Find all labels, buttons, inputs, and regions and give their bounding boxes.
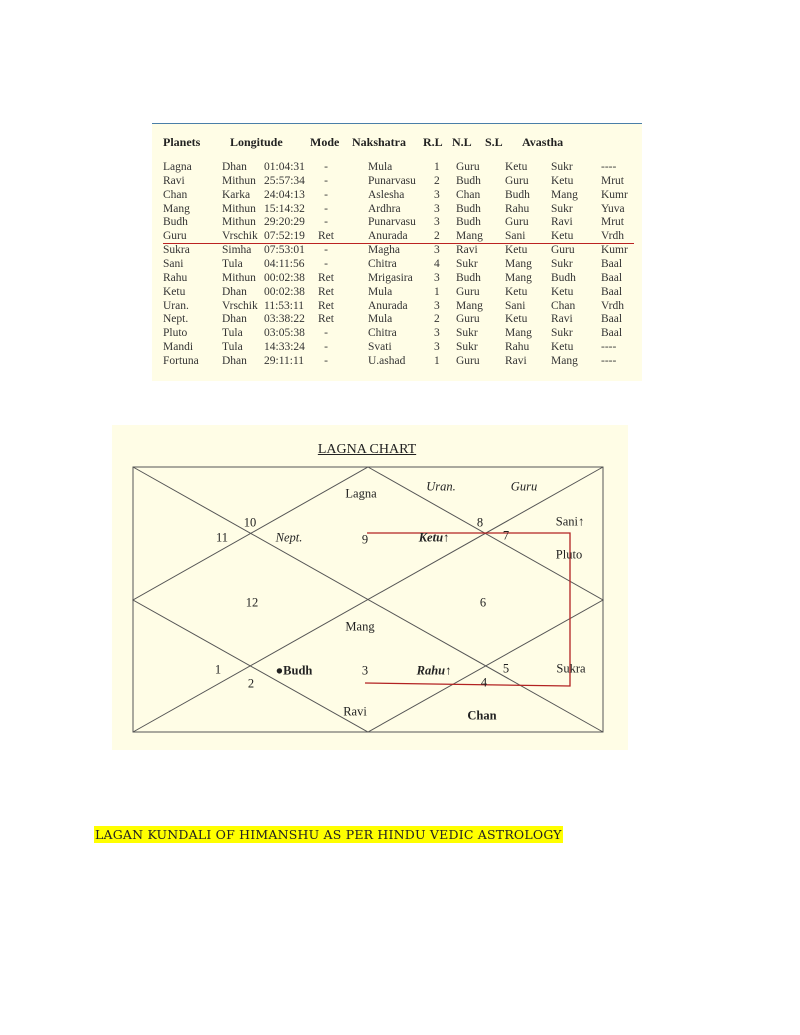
cell-sl: Ketu bbox=[505, 244, 528, 257]
cell-mode: - bbox=[324, 327, 328, 340]
planet-rahu: Rahu↑ bbox=[416, 663, 452, 678]
planet-ketu: Ketu↑ bbox=[418, 530, 450, 545]
cell-nl: Sukr bbox=[456, 258, 478, 271]
cell-sign: Vrschik bbox=[222, 230, 258, 243]
cell-nl: Sukr bbox=[456, 341, 478, 354]
cell-sl: Mang bbox=[505, 327, 532, 340]
cell-nl: Guru bbox=[456, 285, 480, 298]
cell-nakshatra: Aslesha bbox=[368, 188, 405, 201]
cell-avastha: ---- bbox=[601, 161, 617, 173]
cell-sign: Dhan bbox=[222, 313, 247, 326]
cell-planet: Ravi bbox=[163, 174, 185, 187]
cell-nl: Budh bbox=[456, 216, 481, 229]
cell-mode: - bbox=[324, 355, 328, 368]
cell-sub: Ketu bbox=[551, 341, 574, 354]
cell-mode: Ret bbox=[318, 299, 334, 312]
planet-positions-table bbox=[152, 123, 642, 381]
cell-planet: Lagna bbox=[163, 161, 192, 173]
cell-avastha: Vrdh bbox=[601, 299, 624, 312]
cell-nakshatra: Chitra bbox=[368, 327, 397, 340]
cell-planet: Guru bbox=[163, 230, 187, 243]
cell-degree: 24:04:13 bbox=[264, 188, 305, 201]
bomb-icon: ● bbox=[275, 663, 284, 678]
cell-rl: 1 bbox=[434, 355, 440, 368]
cell-sl: Ravi bbox=[505, 355, 527, 368]
cell-sl: Guru bbox=[505, 174, 529, 187]
cell-nakshatra: Mula bbox=[368, 161, 393, 173]
cell-sub: Sukr bbox=[551, 327, 573, 340]
cell-degree: 07:53:01 bbox=[264, 244, 305, 257]
cell-nl: Chan bbox=[456, 188, 481, 201]
cell-nakshatra: Chitra bbox=[368, 258, 397, 271]
cell-sign: Vrschik bbox=[222, 299, 258, 312]
cell-sign: Simha bbox=[222, 244, 252, 257]
cell-degree: 00:02:38 bbox=[264, 285, 305, 298]
cell-sl: Guru bbox=[505, 216, 529, 229]
chart-grid bbox=[112, 425, 628, 750]
house-4: 4 bbox=[480, 675, 488, 690]
header-nl: N.L bbox=[452, 135, 472, 149]
cell-sub: Ketu bbox=[551, 174, 574, 187]
cell-rl: 3 bbox=[434, 216, 440, 229]
cell-degree: 29:11:11 bbox=[264, 355, 305, 368]
cell-sign: Mithun bbox=[222, 271, 256, 284]
cell-sl: Mang bbox=[505, 271, 532, 284]
cell-rl: 3 bbox=[434, 202, 440, 215]
highlight-path bbox=[365, 530, 570, 686]
house-3: 3 bbox=[361, 663, 369, 678]
cell-planet: Ketu bbox=[163, 285, 186, 298]
cell-mode: - bbox=[324, 244, 328, 257]
cell-sign: Karka bbox=[222, 188, 251, 201]
planet-guru: Guru bbox=[510, 479, 538, 494]
cell-nakshatra: Magha bbox=[368, 244, 400, 257]
cell-nakshatra: Anurada bbox=[368, 230, 408, 243]
chart-title: LAGNA CHART bbox=[317, 442, 417, 457]
cell-nakshatra: Mrigasira bbox=[368, 271, 413, 284]
cell-sl: Rahu bbox=[505, 341, 530, 354]
cell-planet: Sukra bbox=[163, 244, 190, 257]
cell-mode: Ret bbox=[318, 285, 334, 298]
header-rl: R.L bbox=[423, 135, 443, 149]
planet-ravi: Ravi bbox=[343, 704, 367, 719]
cell-rl: 3 bbox=[434, 244, 440, 257]
cell-planet: Fortuna bbox=[163, 355, 199, 368]
cell-rl: 4 bbox=[434, 258, 440, 271]
cell-sub: Sukr bbox=[551, 202, 573, 215]
cell-avastha: ---- bbox=[601, 341, 617, 354]
page-caption: LAGAN KUNDALI OF HIMANSHU AS PER HINDU VEDIC ASTROLOGY bbox=[95, 827, 562, 842]
cell-avastha: Baal bbox=[601, 271, 623, 284]
cell-planet: Budh bbox=[163, 216, 188, 229]
cell-planet: Rahu bbox=[163, 271, 188, 284]
cell-sign: Dhan bbox=[222, 285, 247, 298]
cell-rl: 1 bbox=[434, 161, 440, 173]
cell-sub: Mang bbox=[551, 188, 578, 201]
cell-sub: Budh bbox=[551, 271, 576, 284]
planet-chan: Chan bbox=[467, 708, 497, 723]
house-5: 5 bbox=[502, 661, 510, 676]
cell-sign: Tula bbox=[222, 341, 243, 354]
cell-rl: 3 bbox=[434, 188, 440, 201]
cell-sign: Mithun bbox=[222, 216, 256, 229]
cell-nakshatra: Punarvasu bbox=[368, 174, 416, 187]
planet-sukra: Sukra bbox=[556, 661, 586, 676]
cell-mode: - bbox=[324, 202, 328, 215]
cell-sign: Tula bbox=[222, 327, 243, 340]
cell-sign: Mithun bbox=[222, 202, 256, 215]
cell-rl: 2 bbox=[434, 313, 440, 326]
cell-sub: Ravi bbox=[551, 216, 573, 229]
cell-sl: Budh bbox=[505, 188, 530, 201]
cell-degree: 14:33:24 bbox=[264, 341, 305, 354]
cell-sub: Sukr bbox=[551, 258, 573, 271]
cell-rl: 2 bbox=[434, 174, 440, 187]
cell-planet: Pluto bbox=[163, 327, 188, 340]
cell-sign: Dhan bbox=[222, 355, 247, 368]
cell-mode: Ret bbox=[318, 230, 334, 243]
cell-rl: 3 bbox=[434, 299, 440, 312]
house-11: 11 bbox=[215, 530, 229, 545]
cell-mode: - bbox=[324, 188, 328, 201]
cell-nl: Guru bbox=[456, 161, 480, 173]
cell-sign: Mithun bbox=[222, 174, 256, 187]
cell-degree: 04:11:56 bbox=[264, 258, 305, 271]
cell-avastha: Baal bbox=[601, 327, 623, 340]
cell-rl: 3 bbox=[434, 327, 440, 340]
cell-nakshatra: Anurada bbox=[368, 299, 408, 312]
cell-avastha: Kumr bbox=[601, 244, 628, 257]
planet-lagna: Lagna bbox=[345, 486, 377, 501]
cell-nl: Budh bbox=[456, 271, 481, 284]
header-longitude: Longitude bbox=[230, 135, 283, 149]
cell-sl: Sani bbox=[505, 230, 526, 243]
cell-mode: - bbox=[324, 258, 328, 271]
cell-mode: - bbox=[324, 161, 328, 173]
cell-degree: 00:02:38 bbox=[264, 271, 305, 284]
cell-planet: Mandi bbox=[163, 341, 194, 354]
house-8: 8 bbox=[476, 515, 484, 530]
cell-avastha: Baal bbox=[601, 285, 623, 298]
cell-nl: Mang bbox=[456, 230, 483, 243]
cell-rl: 2 bbox=[434, 230, 440, 243]
planet-sani: Sani↑ bbox=[555, 514, 585, 529]
cell-sub: Sukr bbox=[551, 161, 573, 173]
house-7: 7 bbox=[502, 528, 510, 543]
cell-planet: Sani bbox=[163, 258, 184, 271]
cell-sub: Chan bbox=[551, 299, 576, 312]
house-10: 10 bbox=[243, 515, 257, 530]
cell-degree: 15:14:32 bbox=[264, 202, 305, 215]
cell-sl: Sani bbox=[505, 299, 526, 312]
cell-planet: Mang bbox=[163, 202, 190, 215]
planet-budh-label: Budh bbox=[283, 663, 313, 678]
cell-nakshatra: Mula bbox=[368, 313, 393, 326]
house-1: 1 bbox=[214, 662, 222, 677]
house-2: 2 bbox=[247, 676, 255, 691]
header-planets: Planets bbox=[163, 135, 201, 149]
cell-degree: 07:52:19 bbox=[264, 230, 305, 243]
cell-nakshatra: Mula bbox=[368, 285, 393, 298]
house-9: 9 bbox=[361, 532, 369, 547]
cell-sign: Dhan bbox=[222, 161, 247, 173]
cell-sl: Rahu bbox=[505, 202, 530, 215]
cell-nl: Sukr bbox=[456, 327, 478, 340]
planet-uran: Uran. bbox=[426, 479, 456, 494]
cell-avastha: Mrut bbox=[601, 174, 624, 187]
planet-budh bbox=[276, 664, 313, 679]
cell-planet: Chan bbox=[163, 188, 188, 201]
cell-degree: 03:05:38 bbox=[264, 327, 305, 340]
planet-pluto: Pluto bbox=[555, 547, 583, 562]
cell-nakshatra: Punarvasu bbox=[368, 216, 416, 229]
cell-degree: 25:57:34 bbox=[264, 174, 305, 187]
cell-avastha: ---- bbox=[601, 355, 617, 368]
cell-nl: Budh bbox=[456, 202, 481, 215]
cell-mode: - bbox=[324, 174, 328, 187]
cell-degree: 03:38:22 bbox=[264, 313, 305, 326]
house-6: 6 bbox=[479, 595, 487, 610]
header-mode: Mode bbox=[310, 135, 340, 149]
cell-nl: Guru bbox=[456, 355, 480, 368]
cell-avastha: Mrut bbox=[601, 216, 624, 229]
cell-degree: 11:53:11 bbox=[264, 299, 305, 312]
cell-sub: Guru bbox=[551, 244, 575, 257]
cell-sub: Mang bbox=[551, 355, 578, 368]
cell-nl: Mang bbox=[456, 299, 483, 312]
cell-sl: Ketu bbox=[505, 285, 528, 298]
planet-nept: Nept. bbox=[275, 530, 303, 545]
cell-degree: 01:04:31 bbox=[264, 161, 305, 173]
header-avastha: Avastha bbox=[522, 135, 564, 149]
cell-sign: Tula bbox=[222, 258, 243, 271]
cell-nakshatra: Ardhra bbox=[368, 202, 401, 215]
house-12: 12 bbox=[245, 595, 259, 610]
cell-avastha: Vrdh bbox=[601, 230, 624, 243]
cell-mode: Ret bbox=[318, 271, 334, 284]
cell-rl: 1 bbox=[434, 285, 440, 298]
cell-avastha: Baal bbox=[601, 313, 623, 326]
cell-mode: - bbox=[324, 216, 328, 229]
cell-degree: 29:20:29 bbox=[264, 216, 305, 229]
cell-nl: Budh bbox=[456, 174, 481, 187]
cell-sl: Mang bbox=[505, 258, 532, 271]
cell-sub: Ketu bbox=[551, 230, 574, 243]
cell-avastha: Yuva bbox=[601, 202, 625, 215]
guru-row-underline bbox=[163, 243, 634, 244]
cell-avastha: Baal bbox=[601, 258, 623, 271]
cell-nl: Guru bbox=[456, 313, 480, 326]
cell-mode: - bbox=[324, 341, 328, 354]
header-nakshatra: Nakshatra bbox=[352, 135, 407, 149]
cell-planet: Uran. bbox=[163, 299, 189, 312]
cell-nakshatra: Svati bbox=[368, 341, 392, 354]
cell-rl: 3 bbox=[434, 271, 440, 284]
cell-rl: 3 bbox=[434, 341, 440, 354]
cell-nakshatra: U.ashad bbox=[368, 355, 406, 368]
cell-avastha: Kumr bbox=[601, 188, 628, 201]
cell-sl: Ketu bbox=[505, 161, 528, 173]
cell-sub: Ketu bbox=[551, 285, 574, 298]
cell-sub: Ravi bbox=[551, 313, 573, 326]
cell-nl: Ravi bbox=[456, 244, 478, 257]
header-sl: S.L bbox=[485, 135, 503, 149]
lagna-chart bbox=[112, 425, 628, 750]
planet-mang: Mang bbox=[345, 619, 375, 634]
cell-sl: Ketu bbox=[505, 313, 528, 326]
cell-mode: Ret bbox=[318, 313, 334, 326]
cell-planet: Nept. bbox=[163, 313, 189, 326]
